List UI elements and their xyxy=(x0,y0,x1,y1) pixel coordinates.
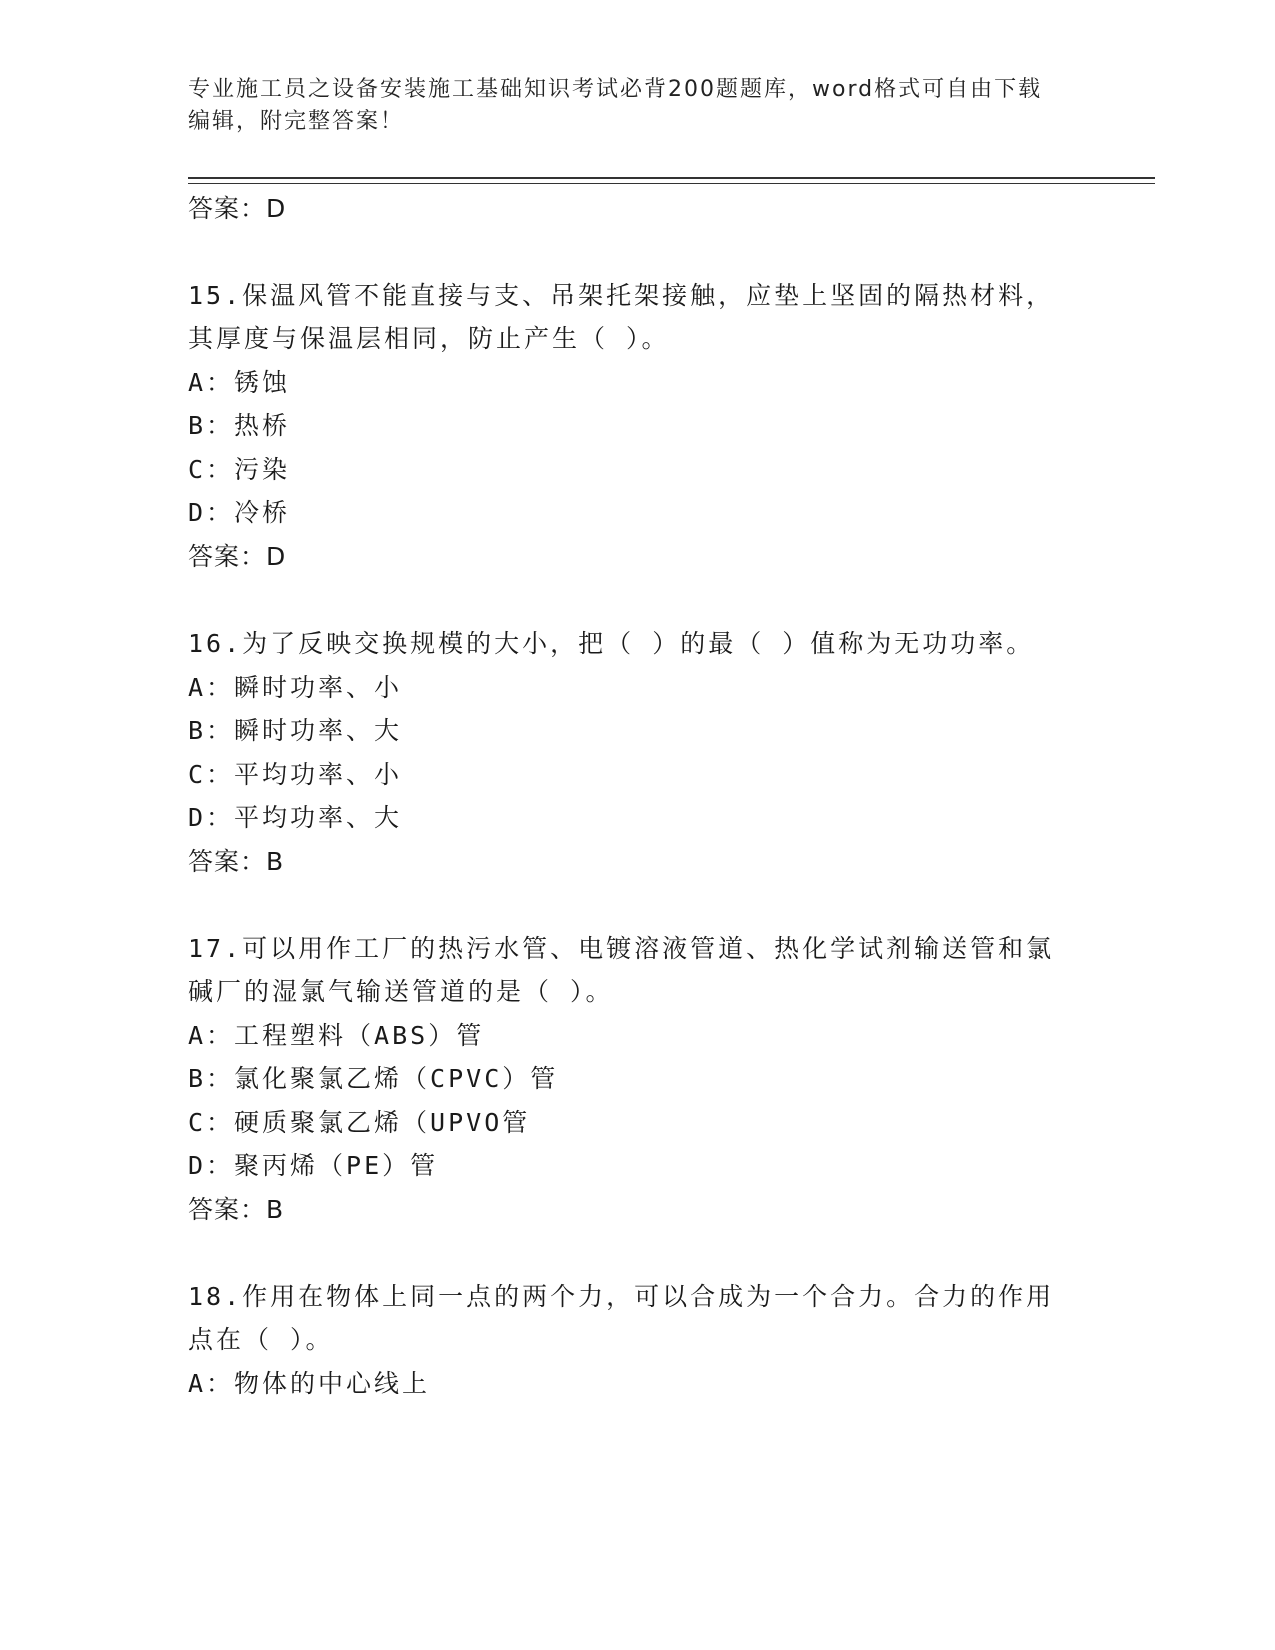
question-16-option-a: A：瞬时功率、小 xyxy=(188,673,403,702)
question-15-option-b: B：热桥 xyxy=(188,411,291,440)
question-16-option-c: C：平均功率、小 xyxy=(188,760,403,789)
question-16-option-d: D：平均功率、大 xyxy=(188,803,403,832)
question-17-option-c: C：硬质聚氯乙烯（UPVO管 xyxy=(188,1108,531,1137)
header-line-1: 专业施工员之设备安装施工基础知识考试必背200题题库，word格式可自由下载 xyxy=(188,77,1043,102)
question-17-stem-line-1: 17.可以用作工厂的热污水管、电镀溶液管道、热化学试剂输送管和氯 xyxy=(188,934,1055,963)
document-header xyxy=(188,74,1088,138)
question-15-stem-line-1: 15.保温风管不能直接与支、吊架托架接触，应垫上坚固的隔热材料， xyxy=(188,281,1055,310)
question-18-option-a: A：物体的中心线上 xyxy=(188,1369,431,1398)
question-15-answer: 答案：D xyxy=(188,542,287,571)
question-16-option-b: B：瞬时功率、大 xyxy=(188,716,403,745)
question-17-option-b: B：氯化聚氯乙烯（CPVC）管 xyxy=(188,1064,559,1093)
question-15-option-c: C：污染 xyxy=(188,455,291,484)
header-line-2: 编辑，附完整答案！ xyxy=(188,109,405,134)
question-17-option-a: A：工程塑料（ABS）管 xyxy=(188,1021,485,1050)
question-18-stem-line-2: 点在（ ）。 xyxy=(188,1325,334,1354)
header-rule-thin xyxy=(188,183,1155,184)
question-18-stem-line-1: 18.作用在物体上同一点的两个力，可以合成为一个合力。合力的作用 xyxy=(188,1282,1055,1311)
question-17-option-d: D：聚丙烯（PE）管 xyxy=(188,1151,439,1180)
question-17-stem-line-2: 碱厂的湿氯气输送管道的是（ ）。 xyxy=(188,977,614,1006)
question-16-stem-line-1: 16.为了反映交换规模的大小，把（ ）的最（ ）值称为无功功率。 xyxy=(188,629,1035,658)
question-16-answer: 答案：B xyxy=(188,847,285,876)
question-15-option-a: A：锈蚀 xyxy=(188,368,291,397)
answer-line: 答案：D xyxy=(188,194,287,223)
question-15-stem-line-2: 其厚度与保温层相同，防止产生（ ）。 xyxy=(188,324,670,353)
header-rule-thick xyxy=(188,177,1155,179)
question-15-option-d: D：冷桥 xyxy=(188,498,291,527)
question-17-answer: 答案：B xyxy=(188,1195,285,1224)
